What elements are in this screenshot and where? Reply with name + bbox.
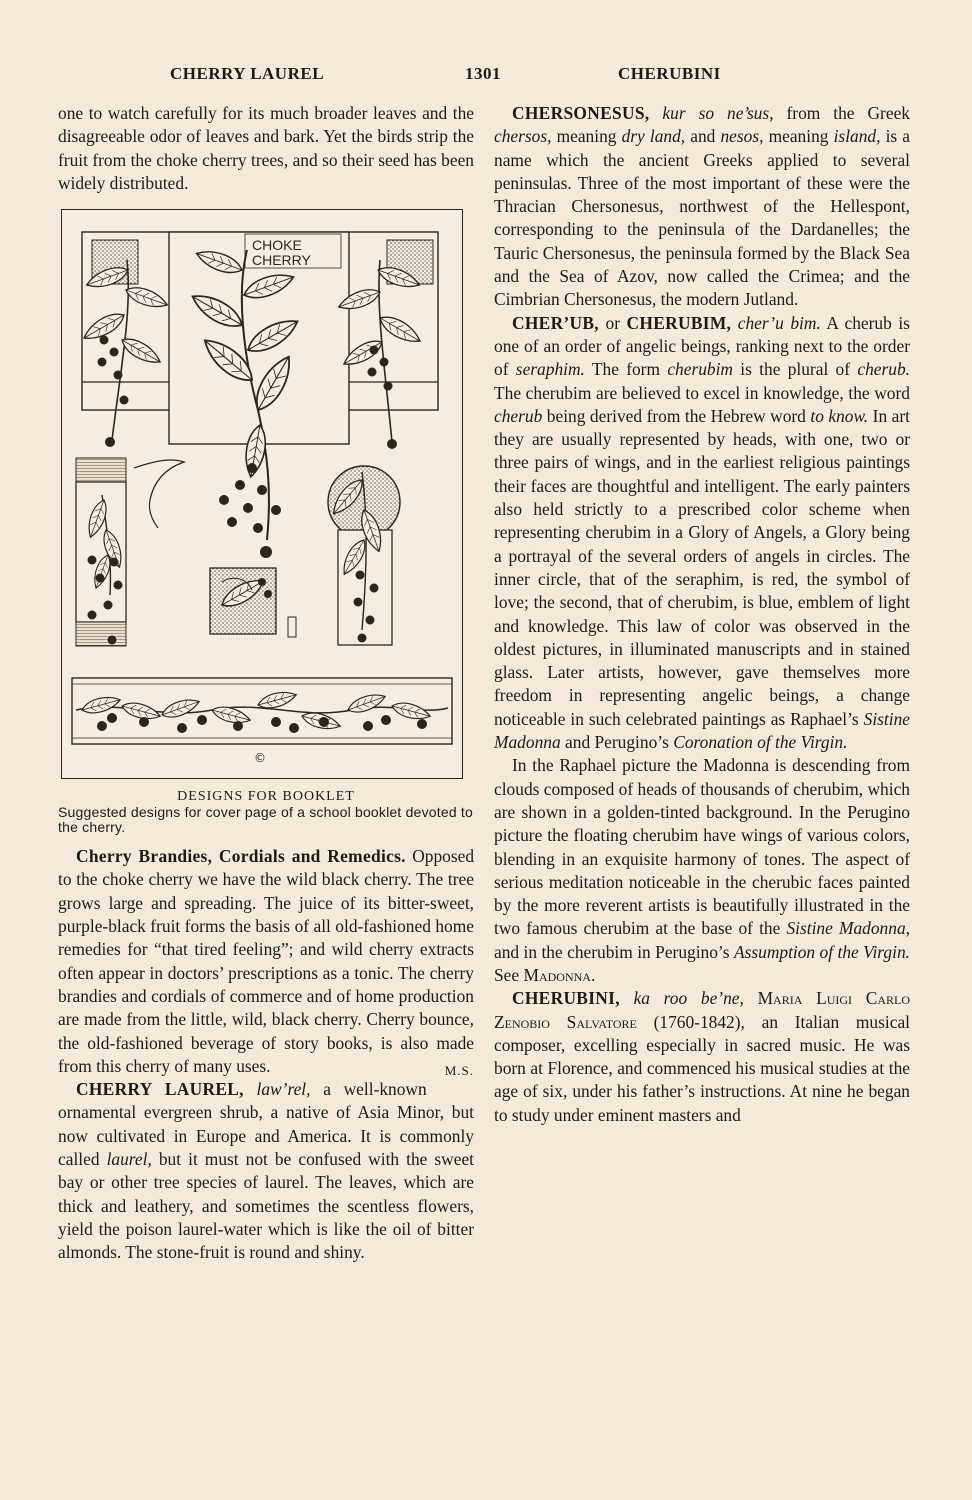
chersonesus-entry xyxy=(494,102,910,312)
cherubini-full-name: Maria Luigi Carlo Zenobio Salvatore xyxy=(494,988,910,1032)
author-signature: M.S. xyxy=(444,1062,474,1078)
cherub-text-1: A cherub is one of an order of angelic beings, ranking next to the order of xyxy=(494,312,910,380)
cherry-laurel-headword: CHERRY LAUREL, xyxy=(76,1079,244,1100)
chersonesus-headword: CHERSONESUS, xyxy=(512,103,650,123)
raphael-italic-2: Assumption of the Virgin. xyxy=(733,941,910,962)
figure-title: DESIGNS FOR BOOKLET xyxy=(177,789,355,805)
cherub-text-6: In art they are usually represented by heads, with one, two or three pairs of wings, and in the earliest religious paintings their faces are thoughtful and intelligent. The early painters also held strictly to a prescribed color scheme when representing cherubim in a Glory of Angels, a Glory being a portrayal of the several orders of angels in circles. The inner circle, that of the seraphim, is red, the symbol of love; the second, that of cherubim, is blue, emblem of light and knowledge. This law of color was observed in the oldest pictures, in illuminated manuscripts and in stained glass. Later artists, however, gave themselves more freedom in representing angelic beings, a change noticeable in such celebrated paintings as Raphael’s xyxy=(494,405,910,729)
chersonesus-italic-3: nesos, xyxy=(720,126,764,147)
running-head-left: CHERRY LAUREL xyxy=(170,64,325,83)
cherub-text-7: and Perugino’s xyxy=(565,732,669,753)
chersonesus-text-5: is a name which the ancient Greeks applied to several peninsulas. Three of the most important of these were the Thracian Chersonesus, northwest of the Hellespont, corresponding to the peninsula of the Dardanelles; the Tauric Chersonesus, the peninsula formed by the Black Sea and the Sea of Azov, now called the Crimea; and the Cimbrian Chersonesus, the modern Jutland. xyxy=(494,126,910,310)
brandies-body: Opposed to the choke cherry we have the wild black cherry. The tree grows large and spreading. The juice of its bitter-sweet, purple-black fruit forms the basis of all old-fashioned home remedies for “that tired feeling”; and wild cherry extracts often appear in doctors’ prescriptions as a tonic. The cherry brandies and cordials of commerce and of home production are made from the little, wild, black cherry. Cherry bounce, the old-fashioned beverage of story books, is also made from this cherry of many uses. xyxy=(58,846,475,1076)
cherubini-entry xyxy=(494,987,910,1127)
cherry-laurel-text-a: a well-known ornamental evergreen shrub, a native of Asia Minor, but now cultivated in Europe and America. It is commonly called xyxy=(58,1079,474,1170)
running-head-right: CHERUBINI xyxy=(618,64,721,83)
cherry-laurel-pronunciation: law’rel, xyxy=(256,1079,311,1100)
chersonesus-pronunciation: kur so ne’sus, xyxy=(662,103,774,123)
cherub-text-5: being derived from the Hebrew word xyxy=(546,405,806,426)
cherub-text-4: The cherubim are believed to excel in knowledge, the word xyxy=(494,382,910,403)
chersonesus-text-4: meaning xyxy=(768,126,829,147)
cherub-italic-1: seraphim. xyxy=(515,359,585,380)
see-also-madonna: Madonna. xyxy=(523,964,596,985)
cherry-laurel-italic: laurel, xyxy=(106,1149,152,1170)
inset-label-choke: CHOKE xyxy=(252,237,302,254)
cherub-italic-6: Sistine Madonna xyxy=(494,708,910,753)
continuation-paragraph: one to watch carefully for its much broader leaves and the disagreeable odor of leaves and bark. Yet the birds strip the fruit from the choke cherry trees, and so their seed has been widely distributed. xyxy=(58,103,474,193)
brandies-heading: Cherry Brandies, Cordials and Remedics. xyxy=(76,846,406,867)
cherry-laurel-entry xyxy=(58,1078,474,1264)
inset-label-cherry: CHERRY xyxy=(252,252,311,269)
figure-caption: Suggested designs for cover page of a school booklet devoted to the cherry. xyxy=(58,804,473,836)
raphael-text-3: See xyxy=(494,964,520,985)
page-number: 1301 xyxy=(465,64,501,83)
copyright-mark: © xyxy=(254,751,266,766)
brandies-entry xyxy=(58,845,474,1078)
cherub-italic-3: cherub. xyxy=(857,359,910,380)
cherubini-text-1: (1760-1842), an Italian musical composer, excelling especially in sacred music. He was born at Florence, and commenced his musical studies at the age of six, under his father’s instructions. At nine he began to study under eminent masters and xyxy=(494,1011,910,1125)
cherub-headword: CHER’UB, xyxy=(512,312,599,333)
chersonesus-text-2: meaning xyxy=(556,126,617,147)
left-column xyxy=(58,102,474,1265)
cherub-text-2: The form xyxy=(591,359,661,380)
cherub-italic-7: Coronation of the Virgin. xyxy=(673,732,848,753)
cherry-laurel-text-b: but it must not be confused with the sweet bay or other tree species of laurel. The leaves, which are thick and leathery, and sometimes the scentless flowers, yield the poison laurel-water which is like the oil of bitter almonds. The stone-fruit is round and shiny. xyxy=(58,1149,474,1263)
right-column xyxy=(494,102,910,1127)
cherubini-headword: CHERUBINI, xyxy=(512,988,620,1009)
cherub-italic-5: to know. xyxy=(810,405,869,426)
raphael-paragraph xyxy=(494,754,910,987)
booklet-design-illustration xyxy=(61,209,463,779)
choke-cherry-designs-drawing xyxy=(62,210,462,778)
raphael-text-2: and in the cherubim in Perugino’s xyxy=(494,941,730,962)
cherub-pronunciation: cher’u bim. xyxy=(737,312,821,333)
cherub-italic-2: cherubim xyxy=(667,359,733,380)
cherub-entry xyxy=(494,312,910,755)
cherubim-headword: CHERUBIM, xyxy=(626,312,732,333)
chersonesus-italic-1: chersos, xyxy=(494,126,552,147)
raphael-italic-1: Sistine Madonna, xyxy=(786,918,910,939)
cherub-text-3: is the plural of xyxy=(740,359,851,380)
cherubini-pronunciation: ka roo be’ne, xyxy=(633,988,744,1009)
chersonesus-italic-4: island, xyxy=(833,126,881,147)
chersonesus-text-3: and xyxy=(690,126,716,147)
chersonesus-italic-2: dry land, xyxy=(621,126,686,147)
cherub-italic-4: cherub xyxy=(494,405,543,426)
raphael-text-1: In the Raphael picture the Madonna is descending from clouds composed of heads of thousands of cherubim, which are shown in a golden-tinted background. In the Perugino picture the floating cherubim have wings of various colors, blending in an exquisite harmony of tones. The aspect of serious meditation noticeable in the cherubic faces painted by the more reverent artists is beautifully illustrated in the two famous cherubim at the base of the xyxy=(494,755,910,939)
cherub-or: or xyxy=(605,312,620,333)
chersonesus-text-1: from the Greek xyxy=(786,103,910,123)
running-head xyxy=(60,64,910,90)
